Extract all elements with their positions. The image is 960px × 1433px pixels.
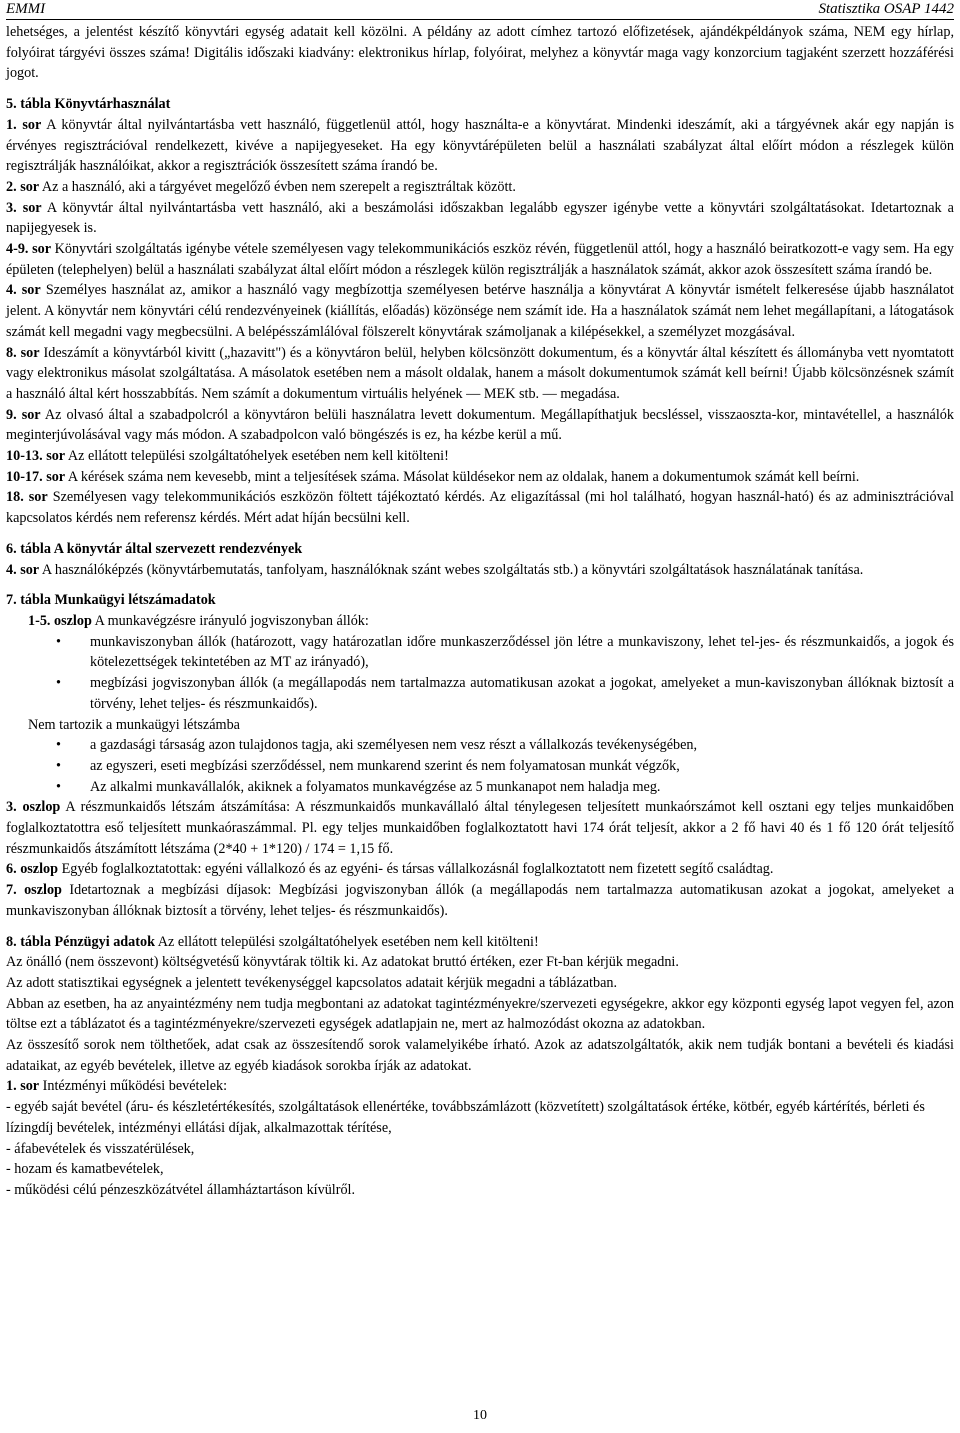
paragraph [6, 1097, 954, 1138]
paragraph-text: A használóképzés (könyvtárbemutatás, tanfolyam, használóknak szánt webes szolgáltatás stb.) a könyvtári szolgáltatások használatának tanítása. [39, 561, 864, 578]
bold-label: 10-13. sor [6, 448, 66, 465]
paragraph [6, 94, 954, 115]
paragraph-text: Ideszámít a könyvtárból kivitt („hazavitt") és a könyvtáron belül, helyben kölcsönzött dokumentum, és a könyvtár által készített és állományba vett nyomtatott vagy elektronikus másolat szolgáltatása. A másolatok esetében nem a másolt oldalak, hanem a másolt dokumentumok számát kell beírni! Újabb kölcsönzésnek számít a használó által kért hosszabbítás. Nem számít a dokumentum virtuális helyének — MEK stb. — megadása. [6, 344, 954, 402]
bold-label: 1-5. oszlop [28, 612, 92, 629]
paragraph-text: A könyvtár által nyilvántartásba vett használó, aki a beszámolási időszakban legalább egyszer igénybe vette a könyvtári szolgáltatásokat. Idetartoznak a napijegyesek is. [6, 199, 954, 237]
paragraph [6, 611, 954, 632]
bold-label: 4. sor [6, 282, 41, 299]
paragraph [6, 880, 954, 921]
bold-label: 7. oszlop [6, 882, 62, 899]
bold-label: 9. sor [6, 406, 41, 423]
bold-label: 3. sor [6, 199, 42, 216]
bold-label: 1. sor [6, 1078, 40, 1095]
bullet-item: • munkaviszonyban állók (határozott, vagy határozatlan időre munkaszerződéssel jön létre a munkaviszony, lehet tel-jes- és részmunkaidős, a jogok és kötelezettségek tekintetében az MT az irányadó), [90, 632, 954, 673]
paragraph [6, 239, 954, 280]
paragraph [6, 994, 954, 1035]
bold-label: 8. tábla Pénzügyi adatok [6, 933, 155, 950]
paragraph [6, 590, 954, 611]
bold-label: 2. sor [6, 178, 40, 195]
paragraph [6, 467, 954, 488]
paragraph-text: Az ellátott települési szolgáltatóhelyek esetében nem kell kitölteni! [154, 933, 539, 950]
paragraph-text: - működési célú pénzeszközátvétel államháztartáson kívülről. [6, 1181, 356, 1198]
paragraph-text: Az önálló (nem összevont) költségvetésű könyvtárak töltik ki. Az adatokat bruttó értéken, ezer Ft-ban kérjük megadni. [6, 954, 679, 971]
paragraph [6, 405, 954, 446]
paragraph-text: Idetartoznak a megbízási díjasok: Megbízási jogviszonyban állók (a megállapodás nem tartalmazza automatikusan azokat a jogokat, amelyeket a munkaviszonyban állóknak biztosít a törvény, lehet teljes- és részmunkaidős). [6, 882, 954, 919]
bold-label: 7. tábla Munkaügyi létszámadatok [6, 592, 216, 609]
paragraph [6, 115, 954, 177]
paragraph-text: Az a használó, aki a tárgyévet megelőző évben nem szerepelt a regisztráltak között. [39, 178, 516, 195]
paragraph-text: Az ellátott települési szolgáltatóhelyek esetében nem kell kitölteni! [65, 448, 449, 465]
paragraph-text: A kérések száma nem kevesebb, mint a teljesítések száma. Másolat küldésekor nem az oldalak, hanem a dokumentumok számát kell beírni. [65, 468, 860, 485]
paragraph [6, 1035, 954, 1076]
paragraph-text: A részmunkaidős létszám átszámítása: A részmunkaidős munkavállaló által ténylegesen teljesített munkaórszámot kell osztani egy teljes munkaidőben foglalkoztatottra eső teljesített munkaóraszámmal. Pl. egy teljes munkaidőben foglalkoztatott havi 174 órát teljesít, akkor a 2 fő havi 40 és 1 fő 120 órát teljesítő részmunkaidős átszámított létszáma (2*40 + 1*120) / 174 = 1,15 fő. [6, 799, 955, 857]
paragraph-text: Könyvtári szolgáltatás igénybe vétele személyesen vagy telekommunikációs eszköz révén, függetlenül attól, hogy a használó beiratkozott-e vagy sem. Ha egy épületen (telephelyen) belül a használati szabályzat által előírt módon a részlegek külön regisztrálják a használatok számát, akkor azok összesített száma írandó be. [6, 241, 955, 278]
paragraph-text: Az adott statisztikai egységnek a jelentett tevékenységgel kapcsolatos adatait kérjük megadni a táblázatban. [6, 974, 618, 991]
bullet-item: • az egyszeri, eseti megbízási szerződéssel, nem munkarend szerint és nem folyamatosan munkát végzők, [90, 756, 954, 777]
paragraph [6, 446, 954, 467]
paragraph-text: Nem tartozik a munkaügyi létszámba [28, 716, 240, 733]
paragraph [6, 952, 954, 973]
paragraph [6, 560, 954, 581]
paragraph [6, 198, 954, 239]
bold-label: 3. oszlop [6, 799, 61, 816]
bold-label: 8. sor [6, 344, 40, 361]
bold-label: 18. sor [6, 489, 48, 506]
paragraph-text: Abban az esetben, ha az anyaintézmény nem tudja megbontani az adatokat tagintézményekre/szervezeti egységekre, akkor egy központi egység lapot vegyen fel, azon töltse ezt a táblázatot és a tagintézményekre/szervezeti egységek adatlapjain ne, mert az halmozódást okozna az adatokban. [6, 995, 954, 1033]
bold-label: 1. sor [6, 116, 42, 133]
paragraph-text: Személyesen vagy telekommunikációs eszközön föltett tájékoztató kérdés. Az eligazítással (mi hol található, hogyan használ-ható) és az adminisztrációval kapcsolatos kérdés nem referensz kérdés. Mért adat híján becsülni kell. [6, 489, 954, 527]
bold-label: 5. tábla Könyvtárhasználat [6, 96, 171, 113]
paragraph-text: Intézményi működési bevételek: [39, 1078, 228, 1095]
paragraph [6, 1139, 954, 1160]
paragraph [6, 1159, 954, 1180]
bold-label: 10-17. sor [6, 468, 66, 485]
paragraph-text: A munkavégzésre irányuló jogviszonyban állók: [91, 612, 369, 629]
paragraph-text: - egyéb saját bevétel (áru- és készletértékesítés, szolgáltatások ellenértéke, továbbszámlázott (közvetített) szolgáltatások értéke, kötbér, egyéb kártérítés, bérleti és lízingdíj bevételek, intézményi ellátási díjak, alkalmazottak térítése, [6, 1099, 925, 1136]
paragraph [6, 22, 954, 84]
header-left: EMMI [6, 1, 46, 17]
paragraph [6, 1076, 954, 1097]
bold-label: 6. oszlop [6, 861, 59, 878]
paragraph [6, 715, 954, 736]
document-body [6, 22, 954, 1201]
paragraph [6, 859, 954, 880]
paragraph [6, 797, 954, 859]
bold-label: 4. sor [6, 561, 40, 578]
paragraph [6, 1180, 954, 1201]
bullet-item: • Az alkalmi munkavállalók, akiknek a folyamatos munkavégzése az 5 munkanapot nem haladja meg. [90, 777, 954, 798]
paragraph [6, 177, 954, 198]
bullet-list [6, 735, 954, 797]
header-right: Statisztika OSAP 1442 [818, 1, 954, 17]
paragraph [6, 973, 954, 994]
paragraph [6, 343, 954, 405]
paragraph-text: A könyvtár által nyilvántartásba vett használó, függetlenül attól, hogy használta-e a könyvtárat. Mindenki ideszámít, aki a tárgyévnek akár egy napján is érvényes regisztrációval rendelkezett, kivéve a napijegyeseket. Ha egy könyvtárépületen belül a használati szabályzat által előírt módon a részlegek külön regisztrálják használóikat, akkor a regisztrációk összesített száma írandó be. [6, 116, 954, 175]
paragraph-text: Az összesítő sorok nem tölthetőek, adat csak az összesítendő sorok valamelyikébe írható. Azok az adatszolgáltatók, akik nem tudják bontani a bevételi és kiadási adataikat, az egyéb bevételek, illetve az egyéb kiadások sorokba írják az adatokat. [6, 1037, 954, 1074]
paragraph-text: lehetséges, a jelentést készítő könyvtári egység adatait kell közölni. A példány az adott címhez tartozó előfizetések, ajándékpéldányok száma, NEM egy hírlap, folyóirat tárgyévi összes száma! Digitális időszaki kiadvány: elektronikus hírlap, folyóirat, melyhez a könyvtár maga vagy konzorcium tagjaként szerzett hozzáférési jogot. [6, 24, 954, 82]
paragraph-text: Egyéb foglalkoztatottak: egyéni vállalkozó és az egyéni- és társas vállalkozásnál foglalkoztatott nem fizetett segítő családtag. [58, 861, 774, 878]
bold-label: 6. tábla A könyvtár által szervezett rendezvények [6, 540, 303, 557]
bold-label: 4-9. sor [6, 241, 52, 258]
page-header [6, 0, 954, 20]
paragraph-text: - áfabevételek és visszatérülések, [6, 1140, 195, 1157]
paragraph [6, 539, 954, 560]
paragraph-text: Személyes használat az, amikor a használó vagy megbízottja személyesen betérve használja a könyvtárat A könyvtár ismételt felkeresése újabb használatot jelent. A könyvtár nem könyvtári célú rendezvényeinek (kiállítás, előadás) közönsége nem számít ide. Ha a használatok számát nem lehet megállapítani, a látogatások számát kell megadni vagy megbecsülni. A belépésszámlálóval fölszerelt könyvtárak számoljanak a kilépésekkel, a személyzet mozgásával. [6, 282, 954, 340]
paragraph [6, 487, 954, 528]
paragraph [6, 280, 954, 342]
bullet-list [6, 632, 954, 715]
paragraph [6, 932, 954, 953]
paragraph-text: Az olvasó által a szabadpolcról a könyvtáron belüli használatra levett dokumentum. Megállapíthatjuk becsléssel, visszaoszta-kor, mintavétellel, a használók meginterjúvolásával vagy más módon. A szabadpolcon való böngészés is ez, ha kézbe kerül a mű. [6, 406, 954, 444]
paragraph-text: - hozam és kamatbevételek, [6, 1161, 164, 1178]
page-number: 10 [473, 1408, 487, 1423]
bullet-item: • a gazdasági társaság azon tulajdonos tagja, aki személyesen nem vesz részt a vállalkozás tevékenységében, [90, 735, 954, 756]
bullet-item: • megbízási jogviszonyban állók (a megállapodás nem tartalmazza automatikusan azokat a jogokat, amelyeket a mun-kaviszonyban állóknak biztosít a törvény, lehet teljes- és részmunkaidős). [90, 673, 954, 714]
